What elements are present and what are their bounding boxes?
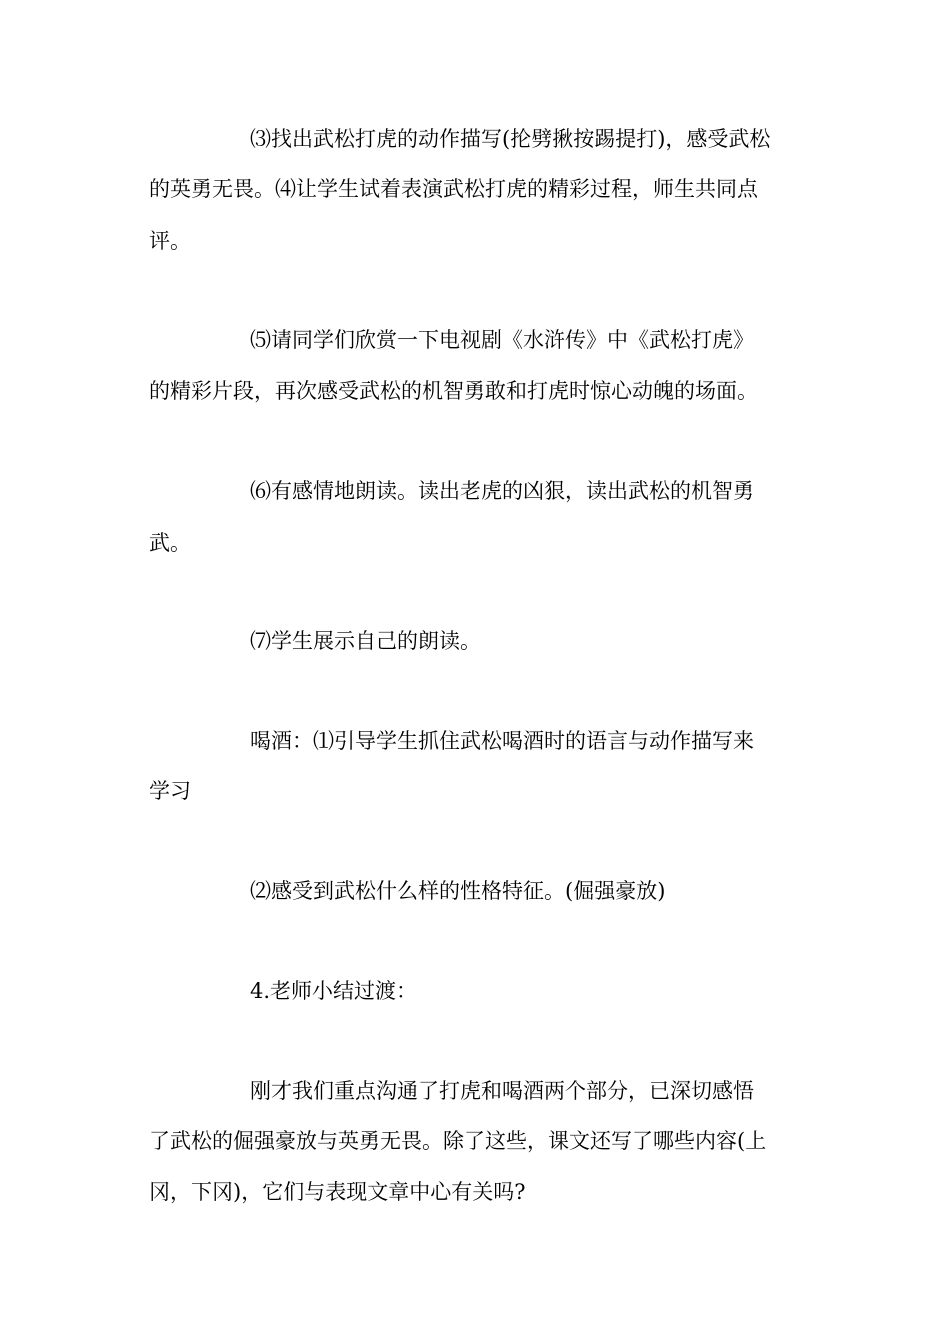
paragraph-1-line-2: 的英勇无畏。⑷让学生试着表演武松打虎的精彩过程，师生共同点 — [149, 177, 758, 201]
paragraph-6-line-1: ⑵感受到武松什么样的性格特征。(倔强豪放) — [250, 879, 666, 903]
paragraph-1-line-1: ⑶找出武松打虎的动作描写(抡劈揪按踢提打)，感受武松 — [250, 127, 771, 151]
paragraph-3-line-2: 武。 — [149, 531, 191, 555]
paragraph-8-line-3: 冈，下冈)，它们与表现文章中心有关吗? — [149, 1180, 526, 1204]
paragraph-2-line-2: 的精彩片段，再次感受武松的机智勇敢和打虎时惊心动魄的场面。 — [149, 379, 758, 403]
paragraph-1-line-3: 评。 — [149, 229, 191, 253]
paragraph-8-line-2: 了武松的倔强豪放与英勇无畏。除了这些，课文还写了哪些内容(上 — [149, 1129, 767, 1153]
paragraph-4-line-1: ⑺学生展示自己的朗读。 — [250, 629, 481, 653]
paragraph-5-line-1: 喝酒：⑴引导学生抓住武松喝酒时的语言与动作描写来 — [250, 729, 754, 753]
paragraph-7-line-1: 4.老师小结过渡： — [250, 979, 418, 1003]
paragraph-5-line-2: 学习 — [149, 779, 191, 803]
paragraph-2-line-1: ⑸请同学们欣赏一下电视剧《水浒传》中《武松打虎》 — [250, 328, 754, 352]
paragraph-3-line-1: ⑹有感情地朗读。读出老虎的凶狠，读出武松的机智勇 — [250, 479, 754, 503]
paragraph-8-line-1: 刚才我们重点沟通了打虎和喝酒两个部分，已深切感悟 — [250, 1079, 754, 1103]
